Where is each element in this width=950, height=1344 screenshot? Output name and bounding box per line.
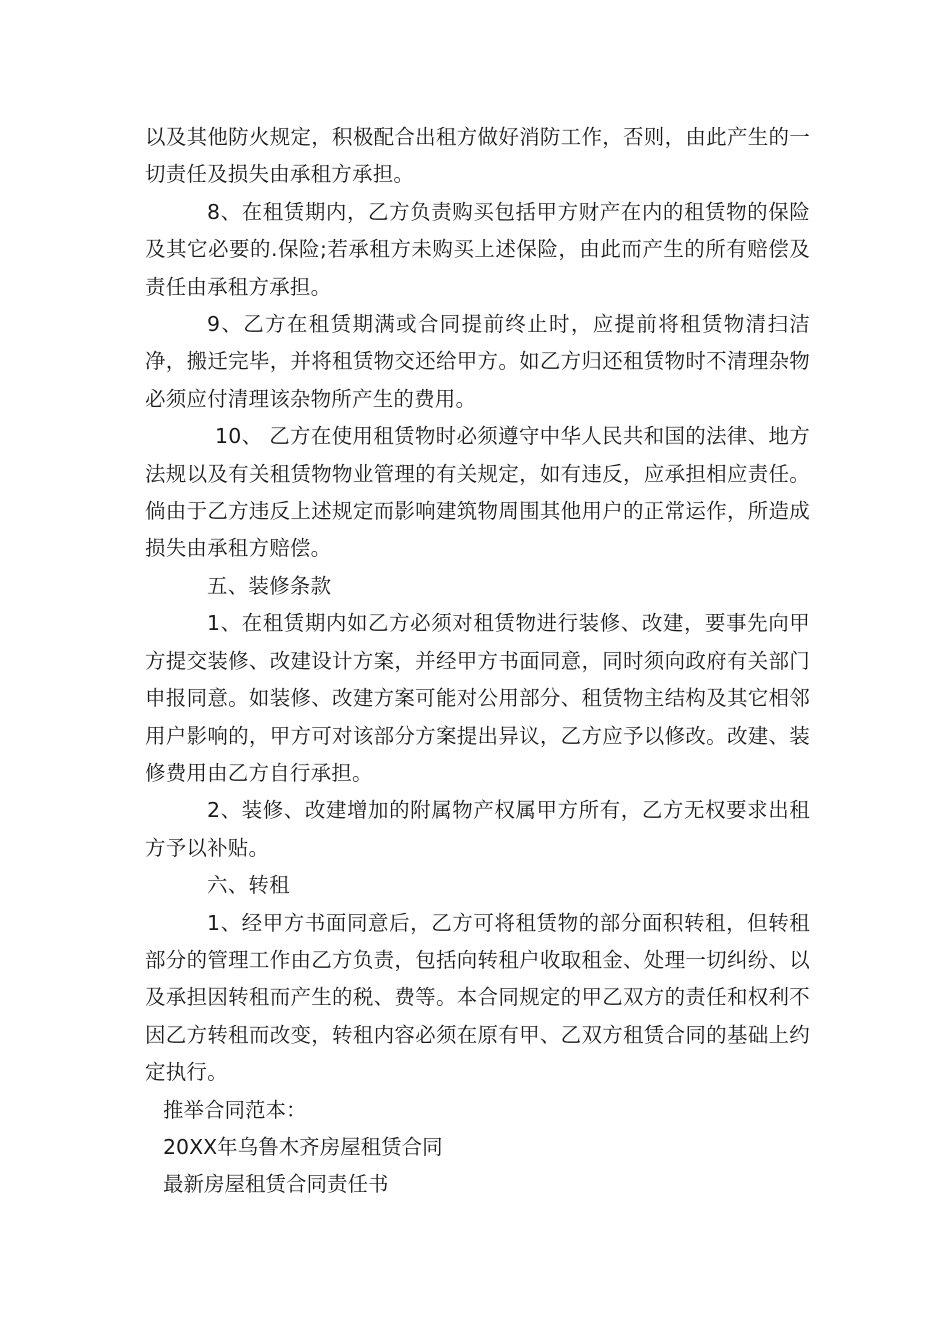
section-heading-sublease: 六、转租: [207, 873, 290, 898]
section-heading-decoration: 五、装修条款: [207, 573, 332, 598]
paragraph-decoration-2: 2、装修、改建增加的附属物产权属甲方所有，乙方无权要求出租方予以补贴。: [145, 798, 810, 860]
recommend-heading: 推举合同范本：: [163, 1097, 307, 1122]
recommend-link-1[interactable]: 20XX年乌鲁木齐房屋租赁合同: [163, 1134, 443, 1159]
paragraph-clause-10: 10、 乙方在使用租赁物时必须遵守中华人民共和国的法律、地方法规以及有关租赁物物业管理的有关规定，如有违反，应承担相应责任。倘由于乙方违反上述规定而影响建筑物周围其他用户的正常运作，所造成损失由承租方赔偿。: [145, 424, 810, 561]
recommend-link-2[interactable]: 最新房屋租赁合同责任书: [163, 1172, 389, 1197]
paragraph-clause-9: 9、乙方在租赁期满或合同提前终止时，应提前将租赁物清扫洁净，搬迁完毕，并将租赁物交还给甲方。如乙方归还租赁物时不清理杂物必须应付清理该杂物所产生的费用。: [145, 312, 810, 411]
document-body: [145, 119, 810, 1204]
paragraph-decoration-1: 1、在租赁期内如乙方必须对租赁物进行装修、改建，要事先向甲方提交装修、改建设计方案，并经甲方书面同意，同时须向政府有关部门申报同意。如装修、改建方案可能对公用部分、租赁物主结构及其它相邻用户影响的，甲方可对该部分方案提出异议，乙方应予以修改。改建、装修费用由乙方自行承担。: [145, 611, 810, 785]
paragraph-sublease-1: 1、经甲方书面同意后，乙方可将租赁物的部分面积转租，但转租部分的管理工作由乙方负责，包括向转租户收取租金、处理一切纠纷、以及承担因转租而产生的税、费等。本合同规定的甲乙双方的责任和权利不因乙方转租而改变，转租内容必须在原有甲、乙双方租赁合同的基础上约定执行。: [145, 910, 810, 1085]
paragraph-clause-8: 8、在租赁期内，乙方负责购买包括甲方财产在内的租赁物的保险及其它必要的.保险;若承租方未购买上述保险，由此而产生的所有赔偿及责任由承租方承担。: [145, 199, 810, 299]
paragraph-continuation: 以及其他防火规定，积极配合出租方做好消防工作，否则，由此产生的一切责任及损失由承租方承担。: [145, 125, 810, 187]
